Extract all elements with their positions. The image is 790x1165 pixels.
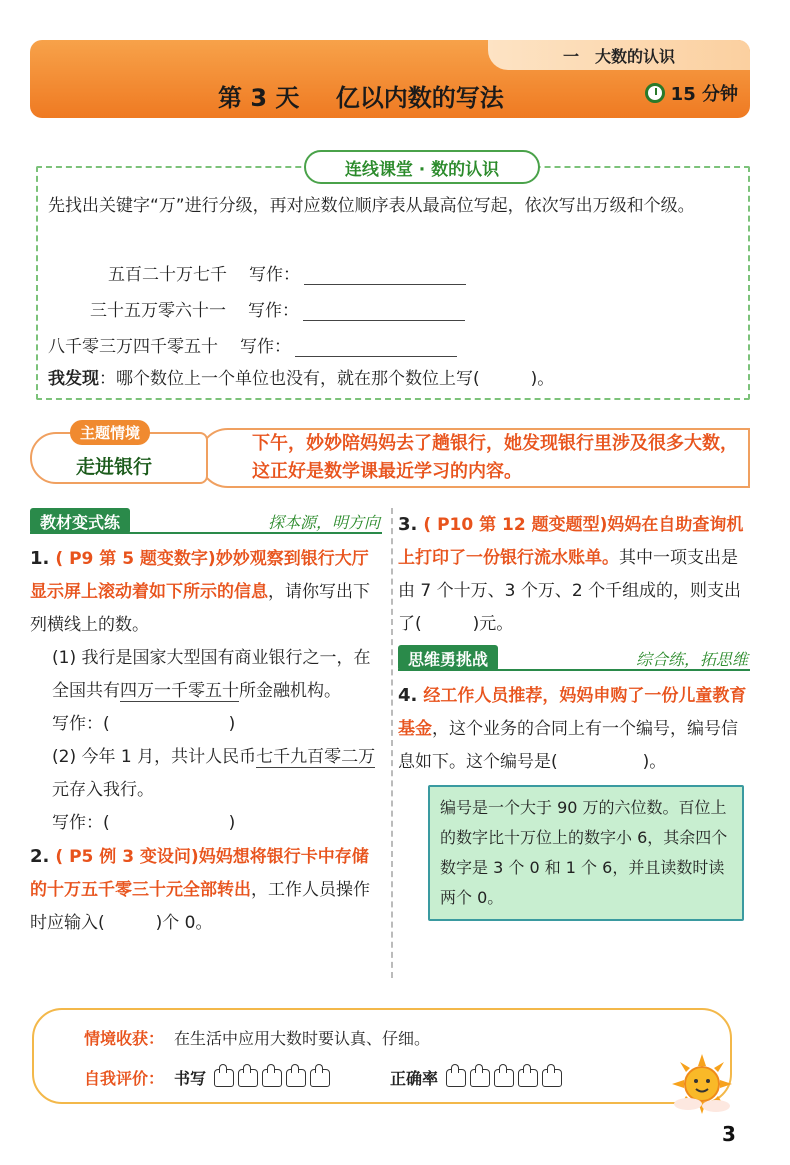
sun-icon — [670, 1052, 734, 1116]
question-4 — [398, 679, 750, 779]
gain-label: 情境收获： — [84, 1029, 165, 1048]
section-subtitle: 综合练，拓思维 — [635, 650, 748, 669]
question-number: 1. — [30, 548, 50, 569]
page-title — [218, 78, 504, 113]
alarm-clock-icon — [645, 83, 665, 103]
section-header — [398, 645, 750, 673]
thumbs-up-icon[interactable] — [238, 1069, 258, 1087]
chapter-label: 一 大数的认识 — [488, 40, 750, 70]
thumbs-up-icon[interactable] — [286, 1069, 306, 1087]
question-number: 3. — [398, 514, 418, 535]
lesson-tag: 连线课堂 · 数的认识 — [304, 150, 540, 184]
section-badge: 思维勇挑战 — [398, 645, 498, 671]
question-source: ( P5 例 3 变设问) — [55, 847, 199, 867]
scenario-tag: 主题情境 — [70, 420, 150, 445]
question-1-part-2 — [30, 741, 382, 807]
question-number: 2. — [30, 846, 50, 867]
lesson-row — [48, 332, 457, 357]
lesson-finding — [48, 364, 554, 389]
thumbs-up-icon[interactable] — [310, 1069, 330, 1087]
info-box: 编号是一个大于 90 万的六位数。百位上的数字比十万位上的数字小 6，其余四个数字是 3 个 0 和 1 个 6，并且读数时读两个 0。 — [428, 785, 744, 921]
lesson-number: 三十五万零六十一 — [90, 301, 226, 321]
underlined-number: 七千九百零二万 — [256, 747, 376, 767]
question-lead: 经工作人员推荐，妈妈申购了一份儿童教育基金 — [398, 686, 747, 739]
question-lead-tail: ，请你写出下列横线上的数。 — [30, 582, 370, 635]
finding-text: ：哪个数位上一个单位也没有，就在那个数位上写( )。 — [99, 369, 555, 389]
thumbs-up-icon[interactable] — [518, 1069, 538, 1087]
question-1-part-1 — [30, 642, 382, 708]
lesson-row — [108, 260, 466, 285]
question-tail: ，这个业务的合同上有一个编号，编号信息如下。这个编号是( )。 — [398, 719, 738, 772]
thumbs-up-icon[interactable] — [262, 1069, 282, 1087]
chapter-banner — [30, 40, 750, 118]
underlined-number: 四万一千零五十 — [120, 681, 239, 701]
question-source: ( P9 第 5 题变数字) — [55, 549, 216, 569]
left-column — [30, 508, 382, 940]
accuracy-rating — [446, 1069, 562, 1087]
scenario-name: 走进银行 — [76, 456, 153, 478]
writing-label: 书写 — [174, 1069, 207, 1088]
column-divider — [391, 508, 393, 978]
section-subtitle: 探本源，明方向 — [267, 513, 380, 532]
lesson-box — [36, 159, 750, 400]
day-label: 第 3 天 — [218, 84, 300, 112]
thumbs-up-icon[interactable] — [542, 1069, 562, 1087]
question-number: 4. — [398, 685, 418, 706]
scenario-text: 下午，妙妙陪妈妈去了趟银行，她发现银行里涉及很多大数，这正好是数学课最近学习的内容。 — [252, 433, 738, 482]
answer-field[interactable]: 写作：( ) — [52, 813, 236, 833]
gain-row — [84, 1026, 430, 1049]
question-1 — [30, 542, 382, 642]
writing-rating — [214, 1069, 330, 1087]
lesson-number: 五百二十万七千 — [108, 265, 227, 285]
write-label: 写作： — [249, 265, 300, 285]
scenario-label-box — [30, 424, 208, 484]
answer-blank[interactable] — [303, 301, 465, 321]
summary-box — [32, 1008, 732, 1104]
thumbs-up-icon[interactable] — [494, 1069, 514, 1087]
answer-blank[interactable] — [295, 337, 457, 357]
part-text: (2) 今年 1 月，共计人民币 — [52, 747, 257, 767]
gain-text: 在生活中应用大数时要认真、仔细。 — [174, 1029, 431, 1048]
time-indicator — [645, 80, 738, 106]
thumbs-up-icon[interactable] — [470, 1069, 490, 1087]
write-label: 写作： — [240, 337, 291, 357]
question-lead: 妙妙观察到银行大厅显示屏上滚动着如下所示的信息 — [30, 549, 369, 602]
page-number: 3 — [722, 1122, 736, 1146]
thumbs-up-icon[interactable] — [214, 1069, 234, 1087]
accuracy-label: 正确率 — [390, 1069, 439, 1088]
lesson-title: 亿以内数的写法 — [335, 84, 504, 112]
question-tail: ，工作人员操作时应输入( )个 0。 — [30, 880, 370, 933]
question-lead: 妈妈在自助查询机上打印了一份银行流水账单。 — [398, 515, 744, 568]
evaluation-row — [84, 1066, 562, 1089]
right-column — [398, 508, 750, 921]
section-badge: 教材变式练 — [30, 508, 130, 534]
part-text: 元存入我行。 — [52, 780, 154, 800]
lesson-number: 八千零三万四千零五十 — [48, 337, 218, 357]
time-label: 15 分钟 — [670, 84, 738, 105]
write-label: 写作： — [248, 301, 299, 321]
answer-field[interactable]: 写作：( ) — [52, 714, 236, 734]
finding-label: 我发现 — [48, 369, 99, 389]
part-text: 所金融机构。 — [239, 681, 341, 701]
evaluation-label: 自我评价： — [84, 1069, 165, 1088]
lesson-row — [90, 296, 465, 321]
question-3 — [398, 508, 750, 641]
section-header — [30, 508, 382, 536]
question-source: ( P10 第 12 题变题型) — [423, 515, 608, 535]
part-text: (1) 我行是国家大型国有商业银行之一，在全国共有 — [52, 648, 371, 701]
question-2 — [30, 840, 382, 940]
scenario-bar — [30, 424, 750, 488]
thumbs-up-icon[interactable] — [446, 1069, 466, 1087]
lesson-intro: 先找出关键字“万”进行分级，再对应数位顺序表从最高位写起，依次写出万级和个级。 — [48, 196, 695, 216]
question-lead: 妈妈想将银行卡中存储的十万五千零三十元全部转出 — [30, 847, 369, 900]
answer-blank[interactable] — [304, 265, 466, 285]
question-tail: 其中一项支出是由 7 个十万、3 个万、2 个千组成的，则支出了( )元。 — [398, 548, 742, 634]
